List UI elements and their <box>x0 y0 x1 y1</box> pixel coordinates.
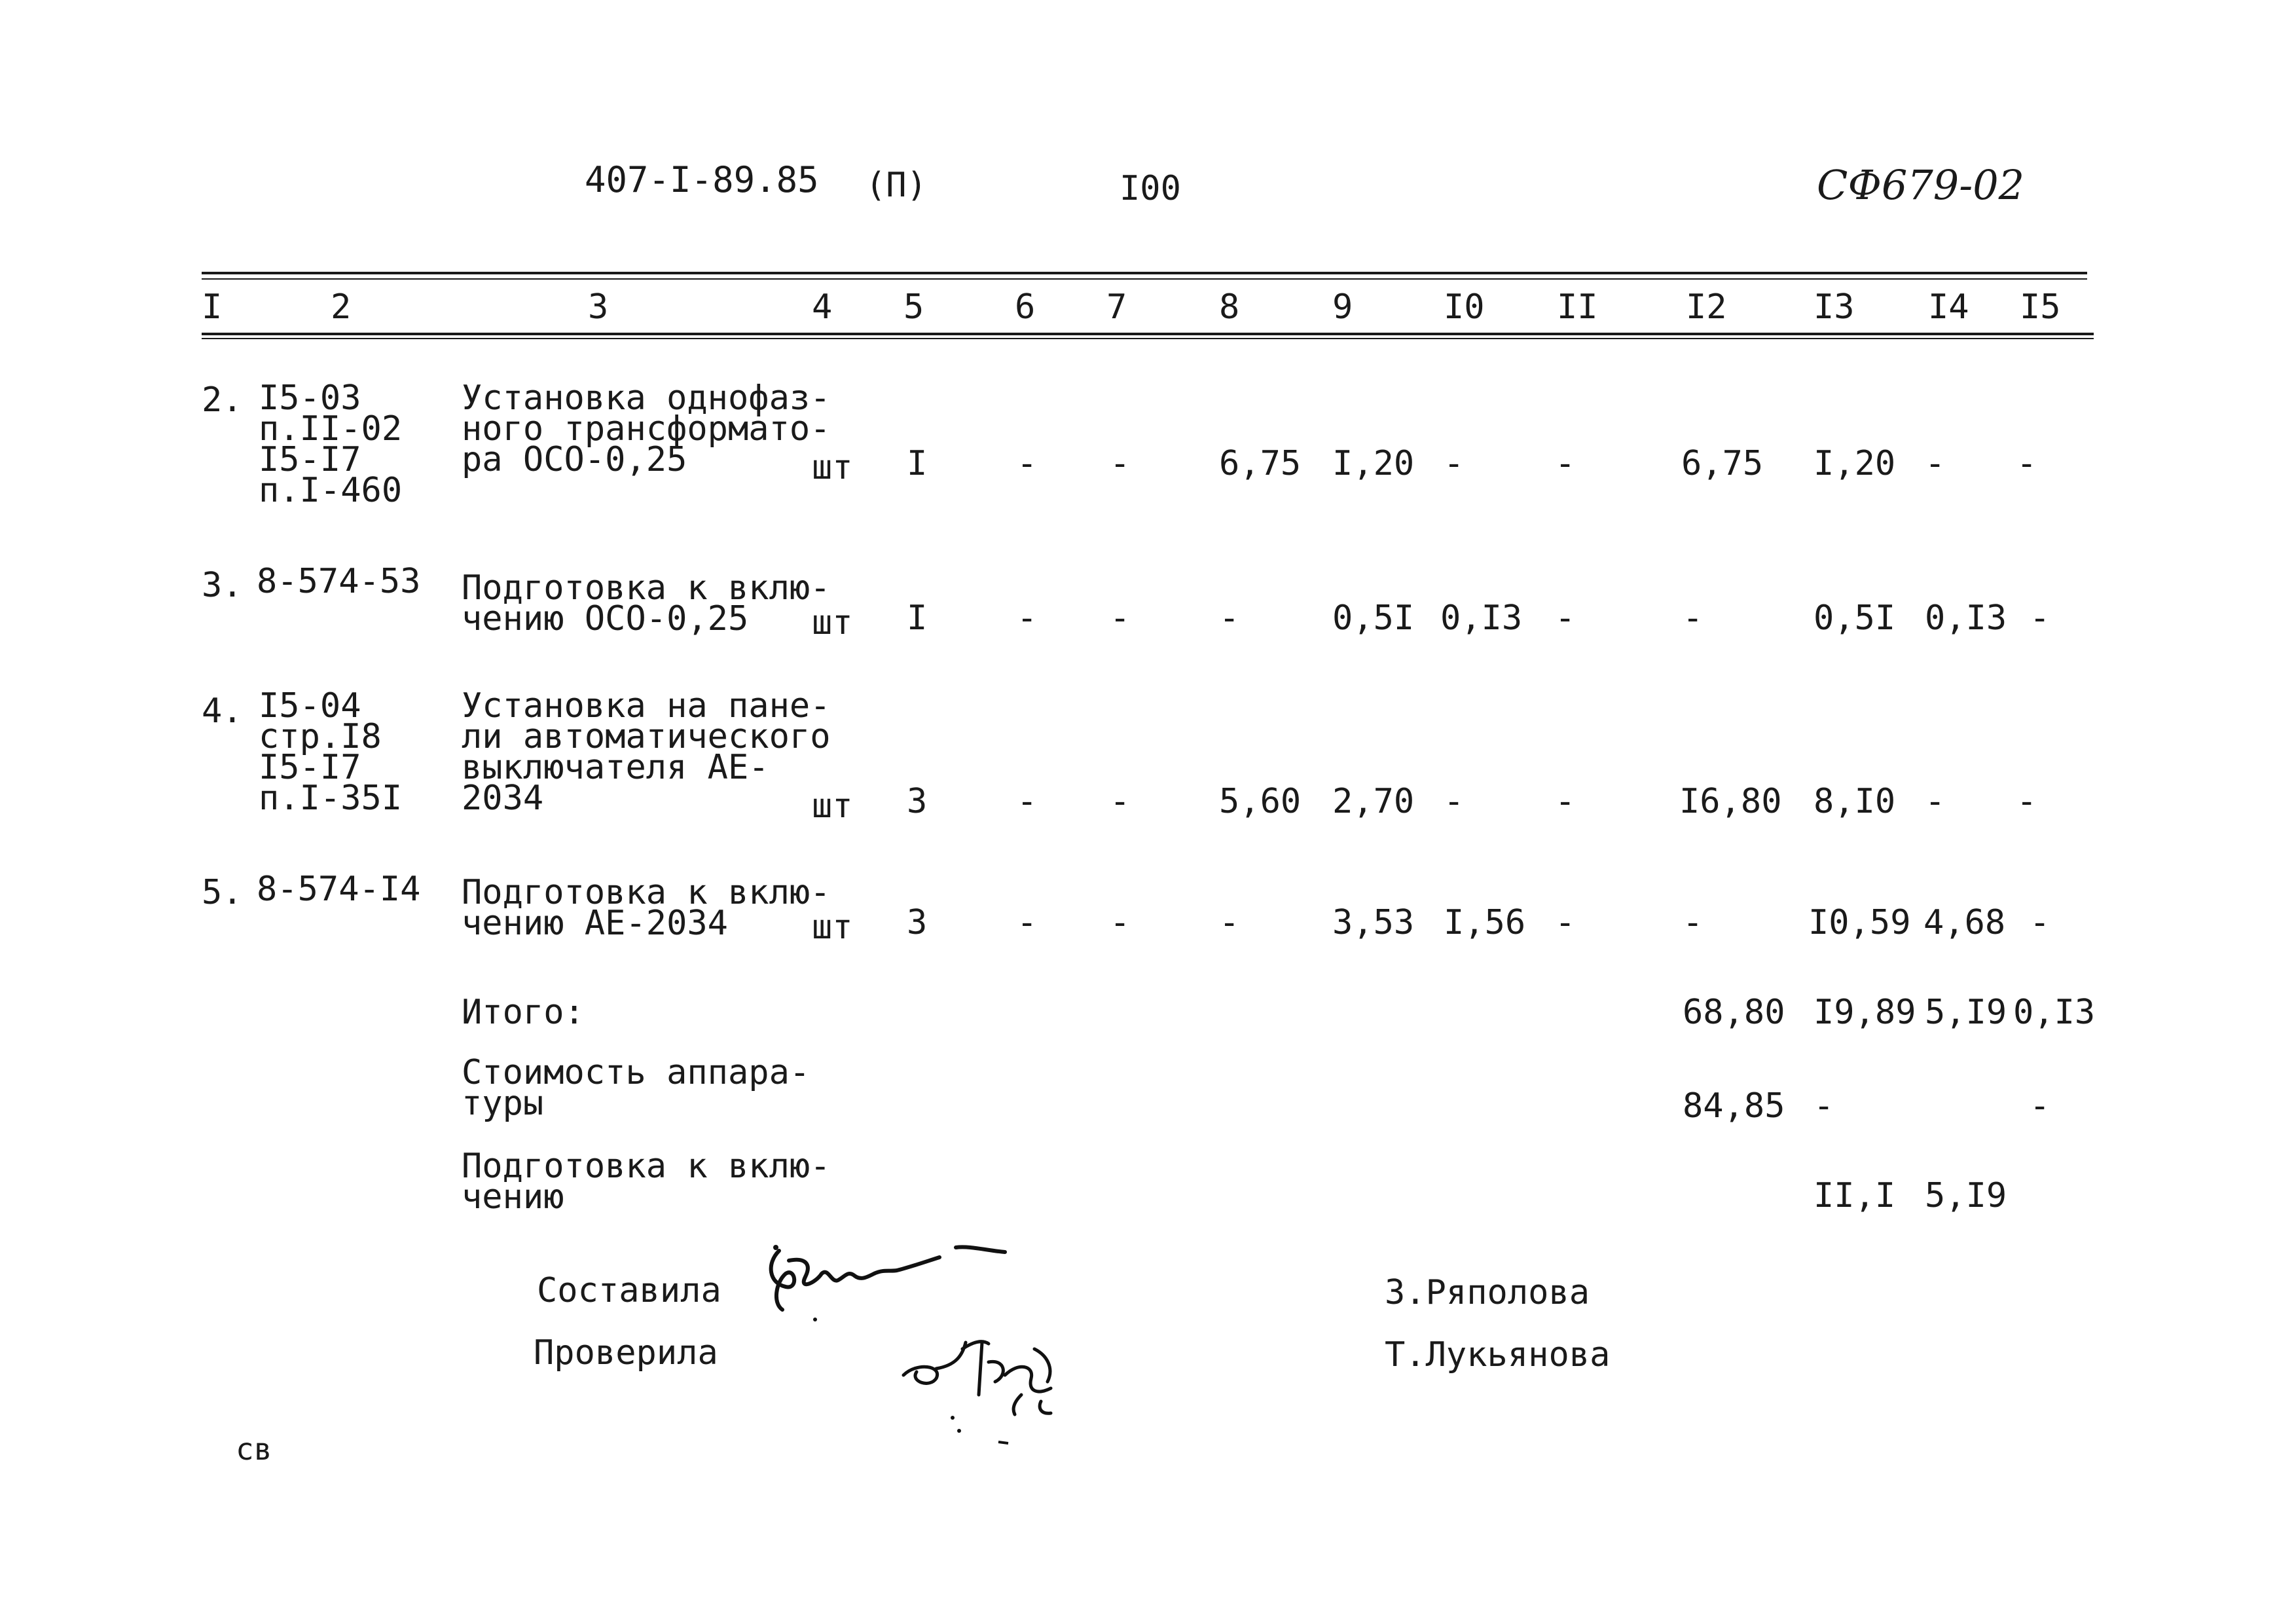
unit: шт <box>812 786 853 826</box>
cell-c8: - <box>1219 599 1240 638</box>
table-header-rule <box>202 333 2094 335</box>
col-header-3: 3 <box>588 287 609 327</box>
cell-c13: 8,I0 <box>1813 782 1896 821</box>
cell-c7: - <box>1110 444 1131 483</box>
cell-c13: 0,5I <box>1813 599 1896 638</box>
cell-c15: - <box>2016 444 2037 483</box>
totals-c14: 5,I9 <box>1925 993 2007 1032</box>
handwritten-code: СФ679-02 <box>1817 161 2025 209</box>
cell-c13: I,20 <box>1813 444 1896 483</box>
cell-c6: - <box>1017 444 1038 483</box>
col-header-9: 9 <box>1332 287 1353 327</box>
row-number: 2. <box>202 380 243 420</box>
col-header-14: I4 <box>1928 287 1969 327</box>
norm-code: I5-04 стр.I8 I5-I7 п.I-35I <box>259 686 403 818</box>
norm-code: 8-574-I4 <box>257 870 421 909</box>
cell-c13: I0,59 <box>1808 903 1911 942</box>
cell-c10: I,56 <box>1444 903 1526 942</box>
col-header-13: I3 <box>1813 287 1855 327</box>
cell-c10: - <box>1444 444 1465 483</box>
section-mark: (П) <box>866 166 927 205</box>
cell-c8: - <box>1219 903 1240 942</box>
norm-code: 8-574-53 <box>257 562 421 601</box>
totals-c13: I9,89 <box>1813 993 1916 1032</box>
table-header-rule-thin <box>202 338 2094 339</box>
cell-c15: - <box>2030 599 2050 638</box>
col-header-8: 8 <box>1219 287 1240 327</box>
cell-c12: I6,80 <box>1679 782 1782 821</box>
cell-c6: - <box>1017 782 1038 821</box>
totals-c15: 0,I3 <box>2013 993 2096 1032</box>
col-header-15: I5 <box>2020 287 2061 327</box>
col-header-2: 2 <box>331 287 352 327</box>
row-number: 4. <box>202 692 243 731</box>
quantity: I <box>907 444 928 483</box>
document-number: 407-I-89.85 <box>585 159 819 200</box>
cell-c15: - <box>2016 782 2037 821</box>
cell-c14: 0,I3 <box>1925 599 2007 638</box>
work-name: Подготовка к вклю- чению ОСО-0,25 <box>462 568 831 638</box>
page-number: I00 <box>1120 169 1181 208</box>
cell-c11: - <box>1555 444 1576 483</box>
unit: шт <box>812 908 853 947</box>
equipment-cost-label: Стоимость аппара- туры <box>462 1053 811 1123</box>
checked-by-name: Т.Лукьянова <box>1385 1335 1611 1375</box>
col-header-1: I <box>202 287 223 327</box>
table-top-rule <box>202 272 2087 274</box>
row-number: 5. <box>202 873 243 912</box>
table-top-rule-thin <box>202 278 2087 280</box>
col-header-11: II <box>1557 287 1598 327</box>
cell-c7: - <box>1110 782 1131 821</box>
cell-c9: I,20 <box>1332 444 1415 483</box>
cell-c11: - <box>1555 782 1576 821</box>
col-header-10: I0 <box>1444 287 1485 327</box>
work-name: Подготовка к вклю- чению АЕ-2034 <box>462 873 831 943</box>
norm-code: I5-03 п.II-02 I5-I7 п.I-460 <box>259 378 403 510</box>
work-name: Установка однофаз- ного трансформато- ра ОСО-0,25 <box>462 378 831 479</box>
compiled-by-name: З.Ряполова <box>1385 1273 1590 1312</box>
equipment-cost-c12: 84,85 <box>1683 1086 1785 1126</box>
cell-c12: - <box>1683 903 1704 942</box>
cell-c10: 0,I3 <box>1440 599 1523 638</box>
quantity: I <box>907 599 928 638</box>
cell-c12: 6,75 <box>1681 444 1764 483</box>
work-name: Установка на пане- ли автоматического выключателя АЕ- 2034 <box>462 686 831 818</box>
cell-c14: - <box>1925 444 1946 483</box>
preparation-c14: 5,I9 <box>1925 1176 2007 1215</box>
cell-c7: - <box>1110 903 1131 942</box>
checker-signature <box>890 1303 1100 1454</box>
cell-c9: 0,5I <box>1332 599 1415 638</box>
preparation-c13: II,I <box>1813 1176 1896 1215</box>
equipment-cost-c15: - <box>2030 1086 2050 1126</box>
col-header-6: 6 <box>1015 287 1036 327</box>
totals-label: Итого: <box>462 993 585 1032</box>
cell-c8: 6,75 <box>1219 444 1302 483</box>
col-header-4: 4 <box>812 287 833 327</box>
cell-c11: - <box>1555 903 1576 942</box>
unit: шт <box>812 603 853 642</box>
cell-c6: - <box>1017 903 1038 942</box>
cell-c9: 2,70 <box>1332 782 1415 821</box>
cell-c15: - <box>2030 903 2050 942</box>
cell-c9: 3,53 <box>1332 903 1415 942</box>
checked-by-label: Проверила <box>534 1333 718 1373</box>
cell-c8: 5,60 <box>1219 782 1302 821</box>
cell-c10: - <box>1444 782 1465 821</box>
col-header-5: 5 <box>903 287 924 327</box>
equipment-cost-c13: - <box>1813 1086 1834 1126</box>
totals-c12: 68,80 <box>1683 993 1785 1032</box>
cell-c7: - <box>1110 599 1131 638</box>
col-header-7: 7 <box>1106 287 1127 327</box>
cell-c12: - <box>1683 599 1704 638</box>
footer-mark: св <box>236 1431 272 1467</box>
cell-c11: - <box>1555 599 1576 638</box>
quantity: 3 <box>907 782 928 821</box>
quantity: 3 <box>907 903 928 942</box>
cell-c14: 4,68 <box>1923 903 2006 942</box>
row-number: 3. <box>202 566 243 605</box>
col-header-12: I2 <box>1686 287 1727 327</box>
unit: шт <box>812 448 853 487</box>
cell-c6: - <box>1017 599 1038 638</box>
compiled-by-label: Составила <box>537 1271 721 1310</box>
preparation-label: Подготовка к вклю- чению <box>462 1147 831 1217</box>
cell-c14: - <box>1925 782 1946 821</box>
